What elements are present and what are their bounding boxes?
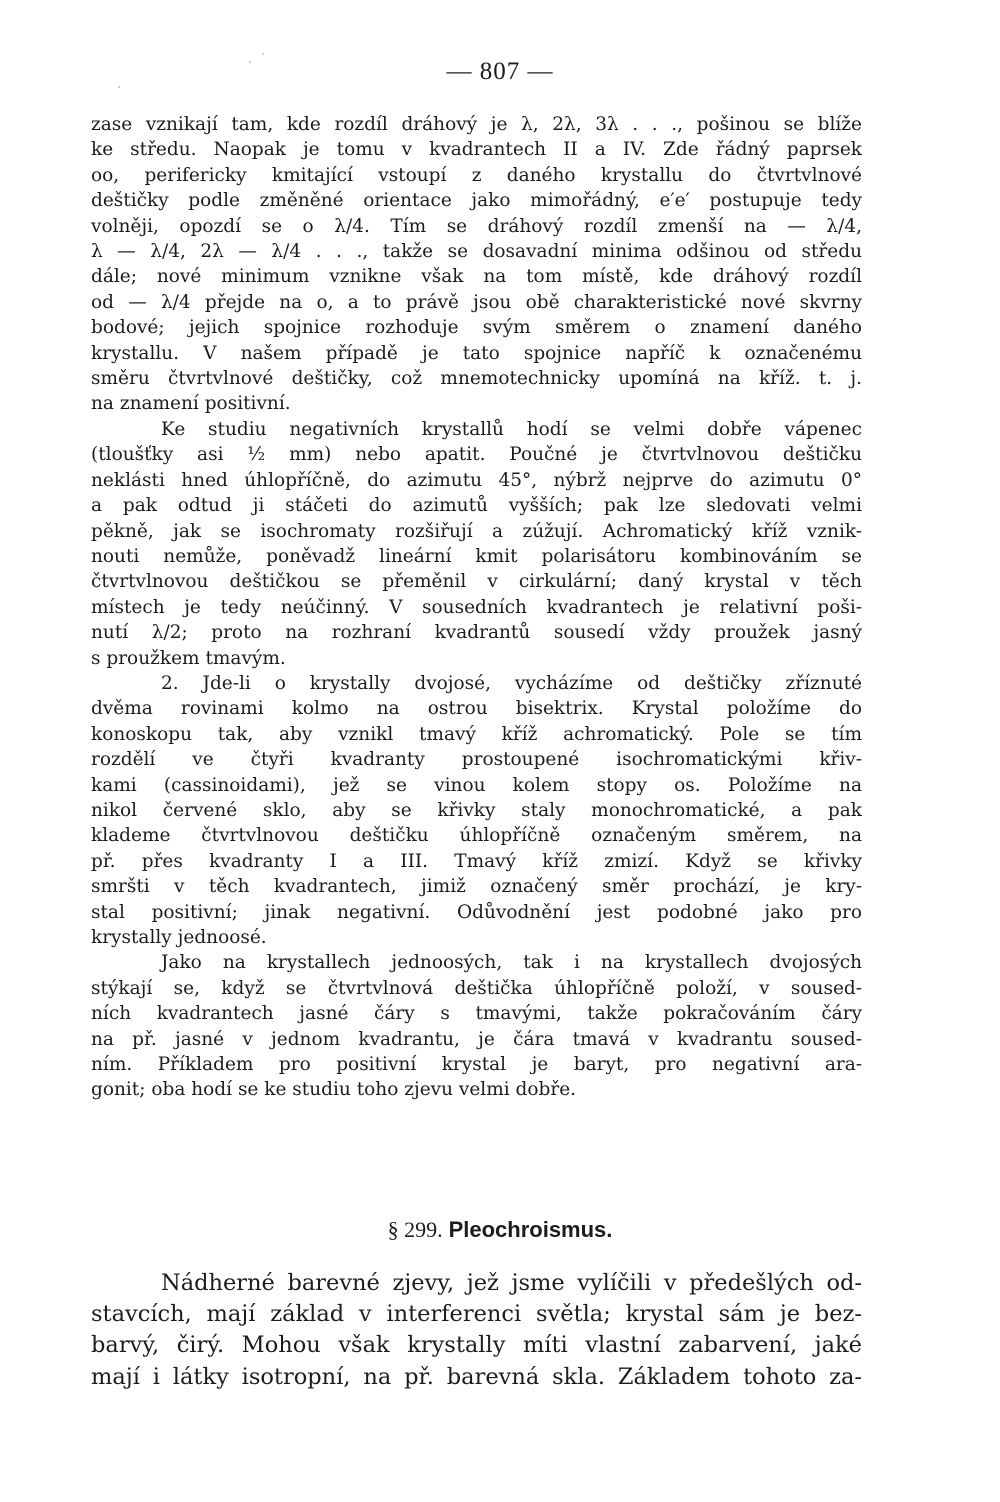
text-line: stal positivní; jinak negativní. Odůvodnění jest podobné jako pro (91, 901, 862, 923)
text-line: oo, perifericky kmitající vstoupí z daného krystallu do čtvrtvlnové (91, 164, 862, 186)
text-line: nikol červené sklo, aby se křivky staly monochromatické, a pak (91, 799, 862, 821)
text-line: směru čtvrtvlnové deštičky, což mnemotechnicky upomíná na kříž. t. j. (91, 368, 862, 390)
text-line: na znamení positivní. (91, 393, 291, 415)
text-line: nouti nemůže, poněvadž lineární kmit polarisátoru kombinováním se (91, 545, 862, 567)
scan-speck (262, 53, 264, 55)
text-line: s proužkem tmavým. (91, 647, 286, 669)
text-line: volněji, opozdí se o λ/4. Tím se dráhový rozdíl zmenší na — λ/4, (91, 215, 862, 237)
text-line: konoskopu tak, aby vznikl tmavý kříž achromatický. Pole se tím (91, 723, 862, 745)
paragraph (91, 950, 862, 1102)
text-line: Ke studiu negativních krystallů hodí se velmi dobře vápenec (161, 418, 862, 440)
text-line: barvý, čirý. Mohou však krystally míti vlastní zabarvení, jaké (91, 1332, 862, 1359)
text-line: rozdělí ve čtyři kvadranty prostoupené isochromatickými křiv- (91, 749, 862, 771)
text-line: stavcích, mají základ v interferenci světla; krystal sám je bez- (91, 1301, 862, 1328)
paragraph (91, 112, 862, 417)
text-line: mají i látky isotropní, na př. barevná skla. Základem tohoto za- (91, 1363, 862, 1390)
body-text-lower (91, 1268, 862, 1393)
text-line: zase vznikají tam, kde rozdíl dráhový je λ, 2λ, 3λ . . ., pošinou se blíže (91, 114, 862, 135)
text-line: místech je tedy neúčinný. V sousedních kvadrantech je relativní poši- (91, 596, 862, 618)
text-line: dvěma rovinami kolmo na ostrou bisektrix. Krystal položíme do (91, 698, 862, 720)
page-number: — 807 — (446, 58, 554, 85)
text-line: dále; nové minimum vznikne však na tom místě, kde dráhový rozdíl (91, 266, 862, 288)
body-text-upper (91, 112, 862, 1103)
text-line: Jako na krystallech jednoosých, tak i na krystallech dvojosých (161, 952, 862, 974)
text-line: čtvrtvlnovou deštičkou se přeměnil v cirkulární; daný krystal v těch (91, 571, 862, 593)
paragraph (91, 1268, 862, 1393)
paragraph (91, 671, 862, 950)
text-line: λ — λ/4, 2λ — λ/4 . . ., takže se dosavadní minima odšinou od středu (91, 241, 862, 263)
section-number: § 299. (387, 1217, 443, 1242)
text-line: př. přes kvadranty I a III. Tmavý kříž zmizí. Když se křivky (91, 850, 862, 872)
text-line: krystallu. V našem případě je tato spojnice napříč k označenému (91, 342, 862, 364)
text-line: ke středu. Naopak je tomu v kvadrantech II a IV. Zde řádný paprsek (91, 139, 862, 161)
text-line: ních kvadrantech jasné čáry s tmavými, takže pokračováním čáry (91, 1003, 862, 1025)
text-line: stýkají se, když se čtvrtvlnová deštička úhlopříčně položí, v soused- (91, 977, 862, 999)
text-line: na př. jasné v jednom kvadrantu, je čára tmavá v kvadrantu soused- (91, 1028, 862, 1050)
text-line: pěkně, jak se isochromaty rozšiřují a zúžují. Achromatický kříž vznik- (91, 520, 862, 542)
scan-speck (118, 86, 120, 88)
section-heading (0, 1217, 1000, 1243)
text-line: nutí λ/2; proto na rozhraní kvadrantů sousedí vždy proužek jasný (91, 622, 862, 644)
text-line: krystally jednoosé. (91, 927, 267, 948)
text-line: od — λ/4 přejde na o, a to právě jsou obě charakteristické nové skvrny (91, 291, 862, 313)
section-title: Pleochroismus. (448, 1217, 613, 1242)
text-line: klademe čtvrtvlnovou deštičku úhlopříčně označeným směrem, na (91, 825, 862, 847)
text-line: gonit; oba hodí se ke studiu toho zjevu velmi dobře. (91, 1079, 577, 1101)
text-line: neklásti hned úhlopříčně, do azimutu 45°, nýbrž nejprve do azimutu 0° (91, 469, 862, 491)
text-line: smršti v těch kvadrantech, jimiž označený směr prochází, je kry- (91, 876, 862, 898)
text-line: (tloušťky asi ½ mm) nebo apatit. Poučné je čtvrtvlnovou deštičku (91, 444, 862, 466)
paragraph (91, 417, 862, 671)
text-line: 2. Jde-li o krystally dvojosé, vycházíme od deštičky zříznuté (161, 672, 862, 694)
text-line: ním. Příkladem pro positivní krystal je baryt, pro negativní ara- (91, 1054, 862, 1076)
text-line: deštičky podle změněné orientace jako mimořádný, e′e′ postupuje tedy (91, 190, 862, 212)
text-line: a pak odtud ji stáčeti do azimutů vyšších; pak lze sledovati velmi (91, 495, 862, 517)
text-line: Nádherné barevné zjevy, jež jsme vylíčili v předešlých od- (161, 1270, 862, 1296)
text-line: bodové; jejich spojnice rozhoduje svým směrem o znamení daného (91, 317, 862, 339)
text-line: kami (cassinoidami), jež se vinou kolem stopy os. Položíme na (91, 774, 862, 796)
